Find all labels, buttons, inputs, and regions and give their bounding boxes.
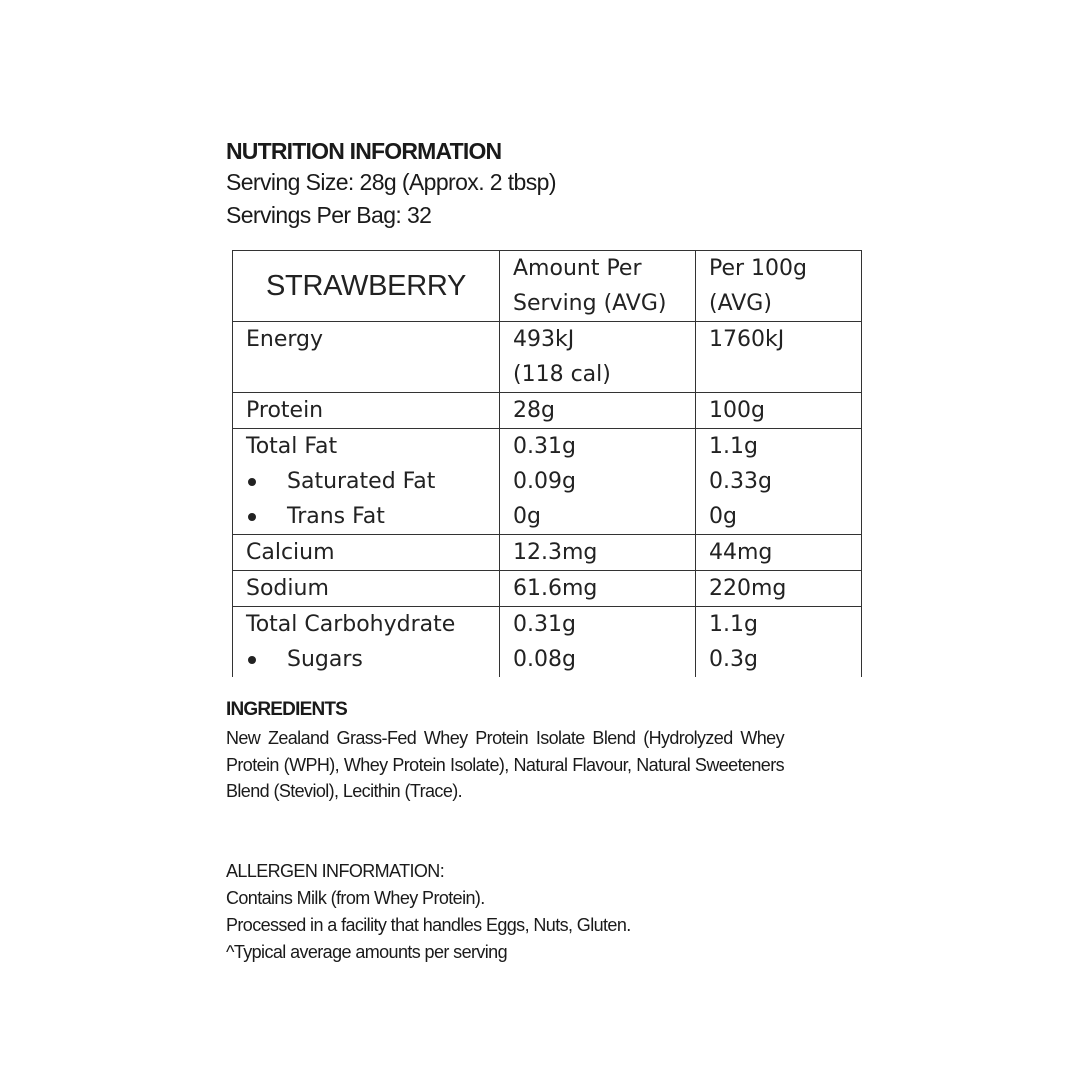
row-serving-value: 0.31g xyxy=(500,607,696,643)
row-label: Total Fat xyxy=(233,429,500,465)
row-per100-value: 1.1g xyxy=(696,607,862,643)
footnote: ^Typical average amounts per serving xyxy=(226,942,507,962)
row-per100-value: 0g xyxy=(696,499,862,535)
nutrition-table xyxy=(232,250,862,677)
row-label: Calcium xyxy=(233,535,500,571)
row-label-sub xyxy=(233,464,500,499)
row-serving-value: 28g xyxy=(500,393,696,429)
table-row-sugars xyxy=(233,642,862,677)
table-row-total-fat xyxy=(233,429,862,465)
allergen-line: Processed in a facility that handles Eggs, Nuts, Gluten. xyxy=(226,915,631,935)
table-row-sodium xyxy=(233,571,862,607)
row-per100-value: 220mg xyxy=(696,571,862,607)
table-row-energy xyxy=(233,322,862,393)
column-header-line: (AVG) xyxy=(709,291,772,316)
column-header-line: Serving (AVG) xyxy=(513,291,667,316)
table-row-total-carbohydrate xyxy=(233,607,862,643)
row-label: Total Carbohydrate xyxy=(233,607,500,643)
ingredients-heading: INGREDIENTS xyxy=(226,699,348,720)
servings-per-bag: Servings Per Bag: 32 xyxy=(226,202,432,228)
row-label: Saturated Fat xyxy=(287,469,436,494)
nutrition-title: NUTRITION INFORMATION xyxy=(226,138,502,164)
serving-size: Serving Size: 28g (Approx. 2 tbsp) xyxy=(226,169,556,195)
allergen-section xyxy=(226,858,826,966)
row-serving-value: 61.6mg xyxy=(500,571,696,607)
bullet-icon xyxy=(246,499,287,534)
row-per100-value: 0.3g xyxy=(696,642,862,677)
flavour-name: STRAWBERRY xyxy=(233,251,500,322)
row-per100-value: 1.1g xyxy=(696,429,862,465)
ingredients-text: New Zealand Grass-Fed Whey Protein Isolate Blend (Hydrolyzed Whey Protein (WPH), Whey Protein Isolate), Natural Flavour, Natural Sweeteners Blend (Steviol), Lecithin (Trace). xyxy=(226,728,784,801)
ingredients-section xyxy=(226,699,784,805)
row-serving-value: 0.09g xyxy=(500,464,696,499)
row-serving-value: 0.31g xyxy=(500,429,696,465)
bullet-icon xyxy=(246,642,287,677)
row-per100-value: 100g xyxy=(696,393,862,429)
table-row-saturated-fat xyxy=(233,464,862,499)
nutrition-label xyxy=(226,136,866,962)
row-label: Sodium xyxy=(233,571,500,607)
value-line: (118 cal) xyxy=(513,362,611,387)
allergen-heading: ALLERGEN INFORMATION: xyxy=(226,861,445,881)
table-row-trans-fat xyxy=(233,499,862,535)
row-serving-value: 12.3mg xyxy=(500,535,696,571)
column-header-per-serving xyxy=(500,251,696,322)
row-serving-value: 0.08g xyxy=(500,642,696,677)
row-per100-value: 1760kJ xyxy=(696,322,862,393)
table-row-calcium xyxy=(233,535,862,571)
row-label: Energy xyxy=(233,322,500,393)
row-serving-value: 0g xyxy=(500,499,696,535)
table-header-row xyxy=(233,251,862,322)
column-header-per-100g xyxy=(696,251,862,322)
row-label: Trans Fat xyxy=(287,504,385,529)
row-label: Protein xyxy=(233,393,500,429)
column-header-line: Amount Per xyxy=(513,256,642,281)
row-label-sub xyxy=(233,499,500,535)
row-label: Sugars xyxy=(287,647,363,672)
column-header-line: Per 100g xyxy=(709,256,808,281)
row-serving-value xyxy=(500,322,696,393)
value-line: 493kJ xyxy=(513,327,575,352)
allergen-line: Contains Milk (from Whey Protein). xyxy=(226,888,485,908)
bullet-icon xyxy=(246,464,287,499)
row-per100-value: 44mg xyxy=(696,535,862,571)
row-per100-value: 0.33g xyxy=(696,464,862,499)
table-row-protein xyxy=(233,393,862,429)
row-label-sub xyxy=(233,642,500,677)
